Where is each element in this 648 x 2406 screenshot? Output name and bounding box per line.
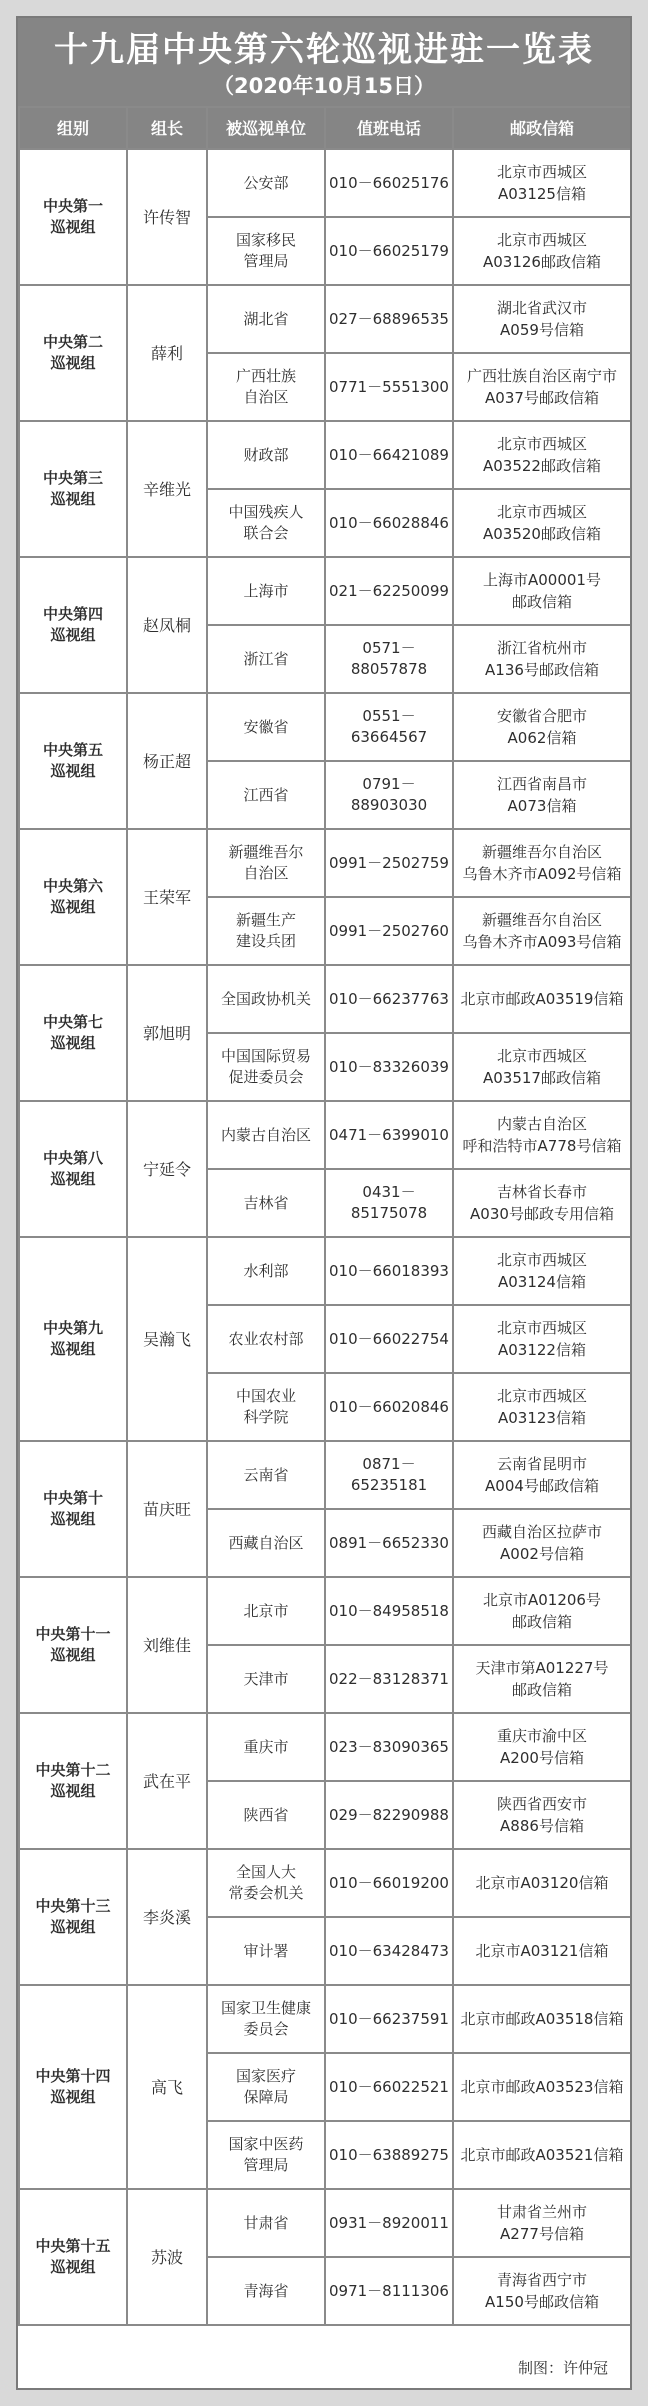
mailbox-cell: 广西壮族自治区南宁市 A037号邮政信箱 [453,353,631,421]
table-row [19,2189,631,2257]
table-body [19,149,631,2325]
mailbox-cell: 北京市西城区 A03124信箱 [453,1237,631,1305]
group-leader-cell: 薛利 [127,285,207,421]
inspected-unit-cell: 江西省 [207,761,325,829]
group-leader-cell: 辛维光 [127,421,207,557]
page-date: （2020年10月15日） [213,74,435,98]
inspected-unit-cell: 全国政协机关 [207,965,325,1033]
duty-phone-cell: 010－66025179 [325,217,453,285]
table-row [19,1849,631,1917]
duty-phone-cell: 010－66020846 [325,1373,453,1441]
duty-phone-cell: 0891－6652330 [325,1509,453,1577]
inspected-unit-cell: 国家中医药 管理局 [207,2121,325,2189]
column-header-leader: 组长 [127,107,207,149]
mailbox-cell: 重庆市渝中区 A200号信箱 [453,1713,631,1781]
table-row [19,829,631,897]
mailbox-cell: 湖北省武汉市 A059号信箱 [453,285,631,353]
duty-phone-cell: 010－66022521 [325,2053,453,2121]
table-row [19,1441,631,1509]
group-name-cell: 中央第十二 巡视组 [19,1713,127,1849]
column-header-phone: 值班电话 [325,107,453,149]
inspected-unit-cell: 国家移民 管理局 [207,217,325,285]
inspected-unit-cell: 财政部 [207,421,325,489]
duty-phone-cell: 010－66237591 [325,1985,453,2053]
mailbox-cell: 云南省昆明市 A004号邮政信箱 [453,1441,631,1509]
mailbox-cell: 上海市A00001号 邮政信箱 [453,557,631,625]
duty-phone-cell: 010－66028846 [325,489,453,557]
duty-phone-cell: 010－66025176 [325,149,453,217]
inspected-unit-cell: 国家医疗 保障局 [207,2053,325,2121]
duty-phone-cell: 0571－88057878 [325,625,453,693]
inspected-unit-cell: 中国残疾人 联合会 [207,489,325,557]
mailbox-cell: 天津市第A01227号 邮政信箱 [453,1645,631,1713]
group-name-cell: 中央第三 巡视组 [19,421,127,557]
table-row [19,421,631,489]
duty-phone-cell: 010－66018393 [325,1237,453,1305]
inspected-unit-cell: 吉林省 [207,1169,325,1237]
inspected-unit-cell: 陕西省 [207,1781,325,1849]
group-leader-cell: 杨正超 [127,693,207,829]
mailbox-cell: 陕西省西安市 A886号信箱 [453,1781,631,1849]
duty-phone-cell: 023－83090365 [325,1713,453,1781]
mailbox-cell: 北京市西城区 A03517邮政信箱 [453,1033,631,1101]
duty-phone-cell: 010－84958518 [325,1577,453,1645]
group-leader-cell: 宁延令 [127,1101,207,1237]
group-name-cell: 中央第十五 巡视组 [19,2189,127,2325]
table-row [19,1237,631,1305]
mailbox-cell: 北京市A03121信箱 [453,1917,631,1985]
mailbox-cell: 北京市邮政A03518信箱 [453,1985,631,2053]
inspected-unit-cell: 内蒙古自治区 [207,1101,325,1169]
inspected-unit-cell: 天津市 [207,1645,325,1713]
table-row [19,285,631,353]
duty-phone-cell: 010－63889275 [325,2121,453,2189]
duty-phone-cell: 010－66022754 [325,1305,453,1373]
inspected-unit-cell: 广西壮族 自治区 [207,353,325,421]
inspected-unit-cell: 云南省 [207,1441,325,1509]
duty-phone-cell: 0991－2502759 [325,829,453,897]
duty-phone-cell: 0551－63664567 [325,693,453,761]
table-header-row [19,107,631,149]
group-name-cell: 中央第一 巡视组 [19,149,127,285]
inspected-unit-cell: 湖北省 [207,285,325,353]
group-leader-cell: 高飞 [127,1985,207,2189]
column-header-mailbox: 邮政信箱 [453,107,631,149]
group-name-cell: 中央第六 巡视组 [19,829,127,965]
inspected-unit-cell: 西藏自治区 [207,1509,325,1577]
duty-phone-cell: 0471－6399010 [325,1101,453,1169]
group-leader-cell: 王荣军 [127,829,207,965]
group-name-cell: 中央第十一 巡视组 [19,1577,127,1713]
mailbox-cell: 江西省南昌市 A073信箱 [453,761,631,829]
credit-line: 制图：许仲冠 [517,2359,608,2377]
inspected-unit-cell: 中国国际贸易 促进委员会 [207,1033,325,1101]
title-banner [18,18,630,106]
mailbox-cell: 内蒙古自治区 呼和浩特市A778号信箱 [453,1101,631,1169]
group-leader-cell: 刘维佳 [127,1577,207,1713]
column-header-unit: 被巡视单位 [207,107,325,149]
inspected-unit-cell: 北京市 [207,1577,325,1645]
mailbox-cell: 北京市邮政A03521信箱 [453,2121,631,2189]
mailbox-cell: 北京市西城区 A03122信箱 [453,1305,631,1373]
group-leader-cell: 苗庆旺 [127,1441,207,1577]
group-leader-cell: 郭旭明 [127,965,207,1101]
table-row [19,1713,631,1781]
group-leader-cell: 吴瀚飞 [127,1237,207,1441]
inspected-unit-cell: 安徽省 [207,693,325,761]
mailbox-cell: 北京市西城区 A03522邮政信箱 [453,421,631,489]
mailbox-cell: 北京市西城区 A03125信箱 [453,149,631,217]
mailbox-cell: 北京市邮政A03523信箱 [453,2053,631,2121]
group-leader-cell: 许传智 [127,149,207,285]
duty-phone-cell: 010－66019200 [325,1849,453,1917]
inspected-unit-cell: 重庆市 [207,1713,325,1781]
inspected-unit-cell: 国家卫生健康 委员会 [207,1985,325,2053]
inspected-unit-cell: 农业农村部 [207,1305,325,1373]
table-row [19,965,631,1033]
group-leader-cell: 李炎溪 [127,1849,207,1985]
group-name-cell: 中央第十三 巡视组 [19,1849,127,1985]
mailbox-cell: 甘肃省兰州市 A277号信箱 [453,2189,631,2257]
table-row [19,1101,631,1169]
mailbox-cell: 浙江省杭州市 A136号邮政信箱 [453,625,631,693]
group-name-cell: 中央第八 巡视组 [19,1101,127,1237]
mailbox-cell: 安徽省合肥市 A062信箱 [453,693,631,761]
duty-phone-cell: 027－68896535 [325,285,453,353]
mailbox-cell: 吉林省长春市 A030号邮政专用信箱 [453,1169,631,1237]
table-row [19,1577,631,1645]
mailbox-cell: 新疆维吾尔自治区 乌鲁木齐市A093号信箱 [453,897,631,965]
page-title: 十九届中央第六轮巡视进驻一览表 [54,30,594,70]
inspection-table-sheet [16,16,632,2390]
group-leader-cell: 武在平 [127,1713,207,1849]
inspected-unit-cell: 新疆维吾尔 自治区 [207,829,325,897]
inspected-unit-cell: 水利部 [207,1237,325,1305]
group-name-cell: 中央第四 巡视组 [19,557,127,693]
mailbox-cell: 西藏自治区拉萨市 A002号信箱 [453,1509,631,1577]
duty-phone-cell: 0931－8920011 [325,2189,453,2257]
duty-phone-cell: 0971－8111306 [325,2257,453,2325]
duty-phone-cell: 0771－5551300 [325,353,453,421]
duty-phone-cell: 021－62250099 [325,557,453,625]
mailbox-cell: 北京市西城区 A03126邮政信箱 [453,217,631,285]
inspected-unit-cell: 新疆生产 建设兵团 [207,897,325,965]
group-name-cell: 中央第九 巡视组 [19,1237,127,1441]
table-row [19,149,631,217]
inspected-unit-cell: 青海省 [207,2257,325,2325]
mailbox-cell: 北京市西城区 A03123信箱 [453,1373,631,1441]
inspected-unit-cell: 全国人大 常委会机关 [207,1849,325,1917]
table-row [19,693,631,761]
mailbox-cell: 北京市A01206号 邮政信箱 [453,1577,631,1645]
group-name-cell: 中央第七 巡视组 [19,965,127,1101]
group-name-cell: 中央第二 巡视组 [19,285,127,421]
mailbox-cell: 北京市A03120信箱 [453,1849,631,1917]
duty-phone-cell: 0791－88903030 [325,761,453,829]
inspected-unit-cell: 上海市 [207,557,325,625]
inspected-unit-cell: 中国农业 科学院 [207,1373,325,1441]
table-row [19,557,631,625]
duty-phone-cell: 010－66237763 [325,965,453,1033]
mailbox-cell: 北京市邮政A03519信箱 [453,965,631,1033]
table-row [19,1985,631,2053]
duty-phone-cell: 010－83326039 [325,1033,453,1101]
group-name-cell: 中央第十四 巡视组 [19,1985,127,2189]
mailbox-cell: 北京市西城区 A03520邮政信箱 [453,489,631,557]
inspected-unit-cell: 公安部 [207,149,325,217]
mailbox-cell: 新疆维吾尔自治区 乌鲁木齐市A092号信箱 [453,829,631,897]
group-name-cell: 中央第五 巡视组 [19,693,127,829]
inspection-table [18,106,632,2326]
group-name-cell: 中央第十 巡视组 [19,1441,127,1577]
duty-phone-cell: 0431－85175078 [325,1169,453,1237]
inspected-unit-cell: 审计署 [207,1917,325,1985]
duty-phone-cell: 0991－2502760 [325,897,453,965]
duty-phone-cell: 010－63428473 [325,1917,453,1985]
group-leader-cell: 苏波 [127,2189,207,2325]
duty-phone-cell: 029－82290988 [325,1781,453,1849]
mailbox-cell: 青海省西宁市 A150号邮政信箱 [453,2257,631,2325]
group-leader-cell: 赵凤桐 [127,557,207,693]
inspected-unit-cell: 甘肃省 [207,2189,325,2257]
inspected-unit-cell: 浙江省 [207,625,325,693]
duty-phone-cell: 0871－65235181 [325,1441,453,1509]
duty-phone-cell: 022－83128371 [325,1645,453,1713]
duty-phone-cell: 010－66421089 [325,421,453,489]
column-header-group: 组别 [19,107,127,149]
